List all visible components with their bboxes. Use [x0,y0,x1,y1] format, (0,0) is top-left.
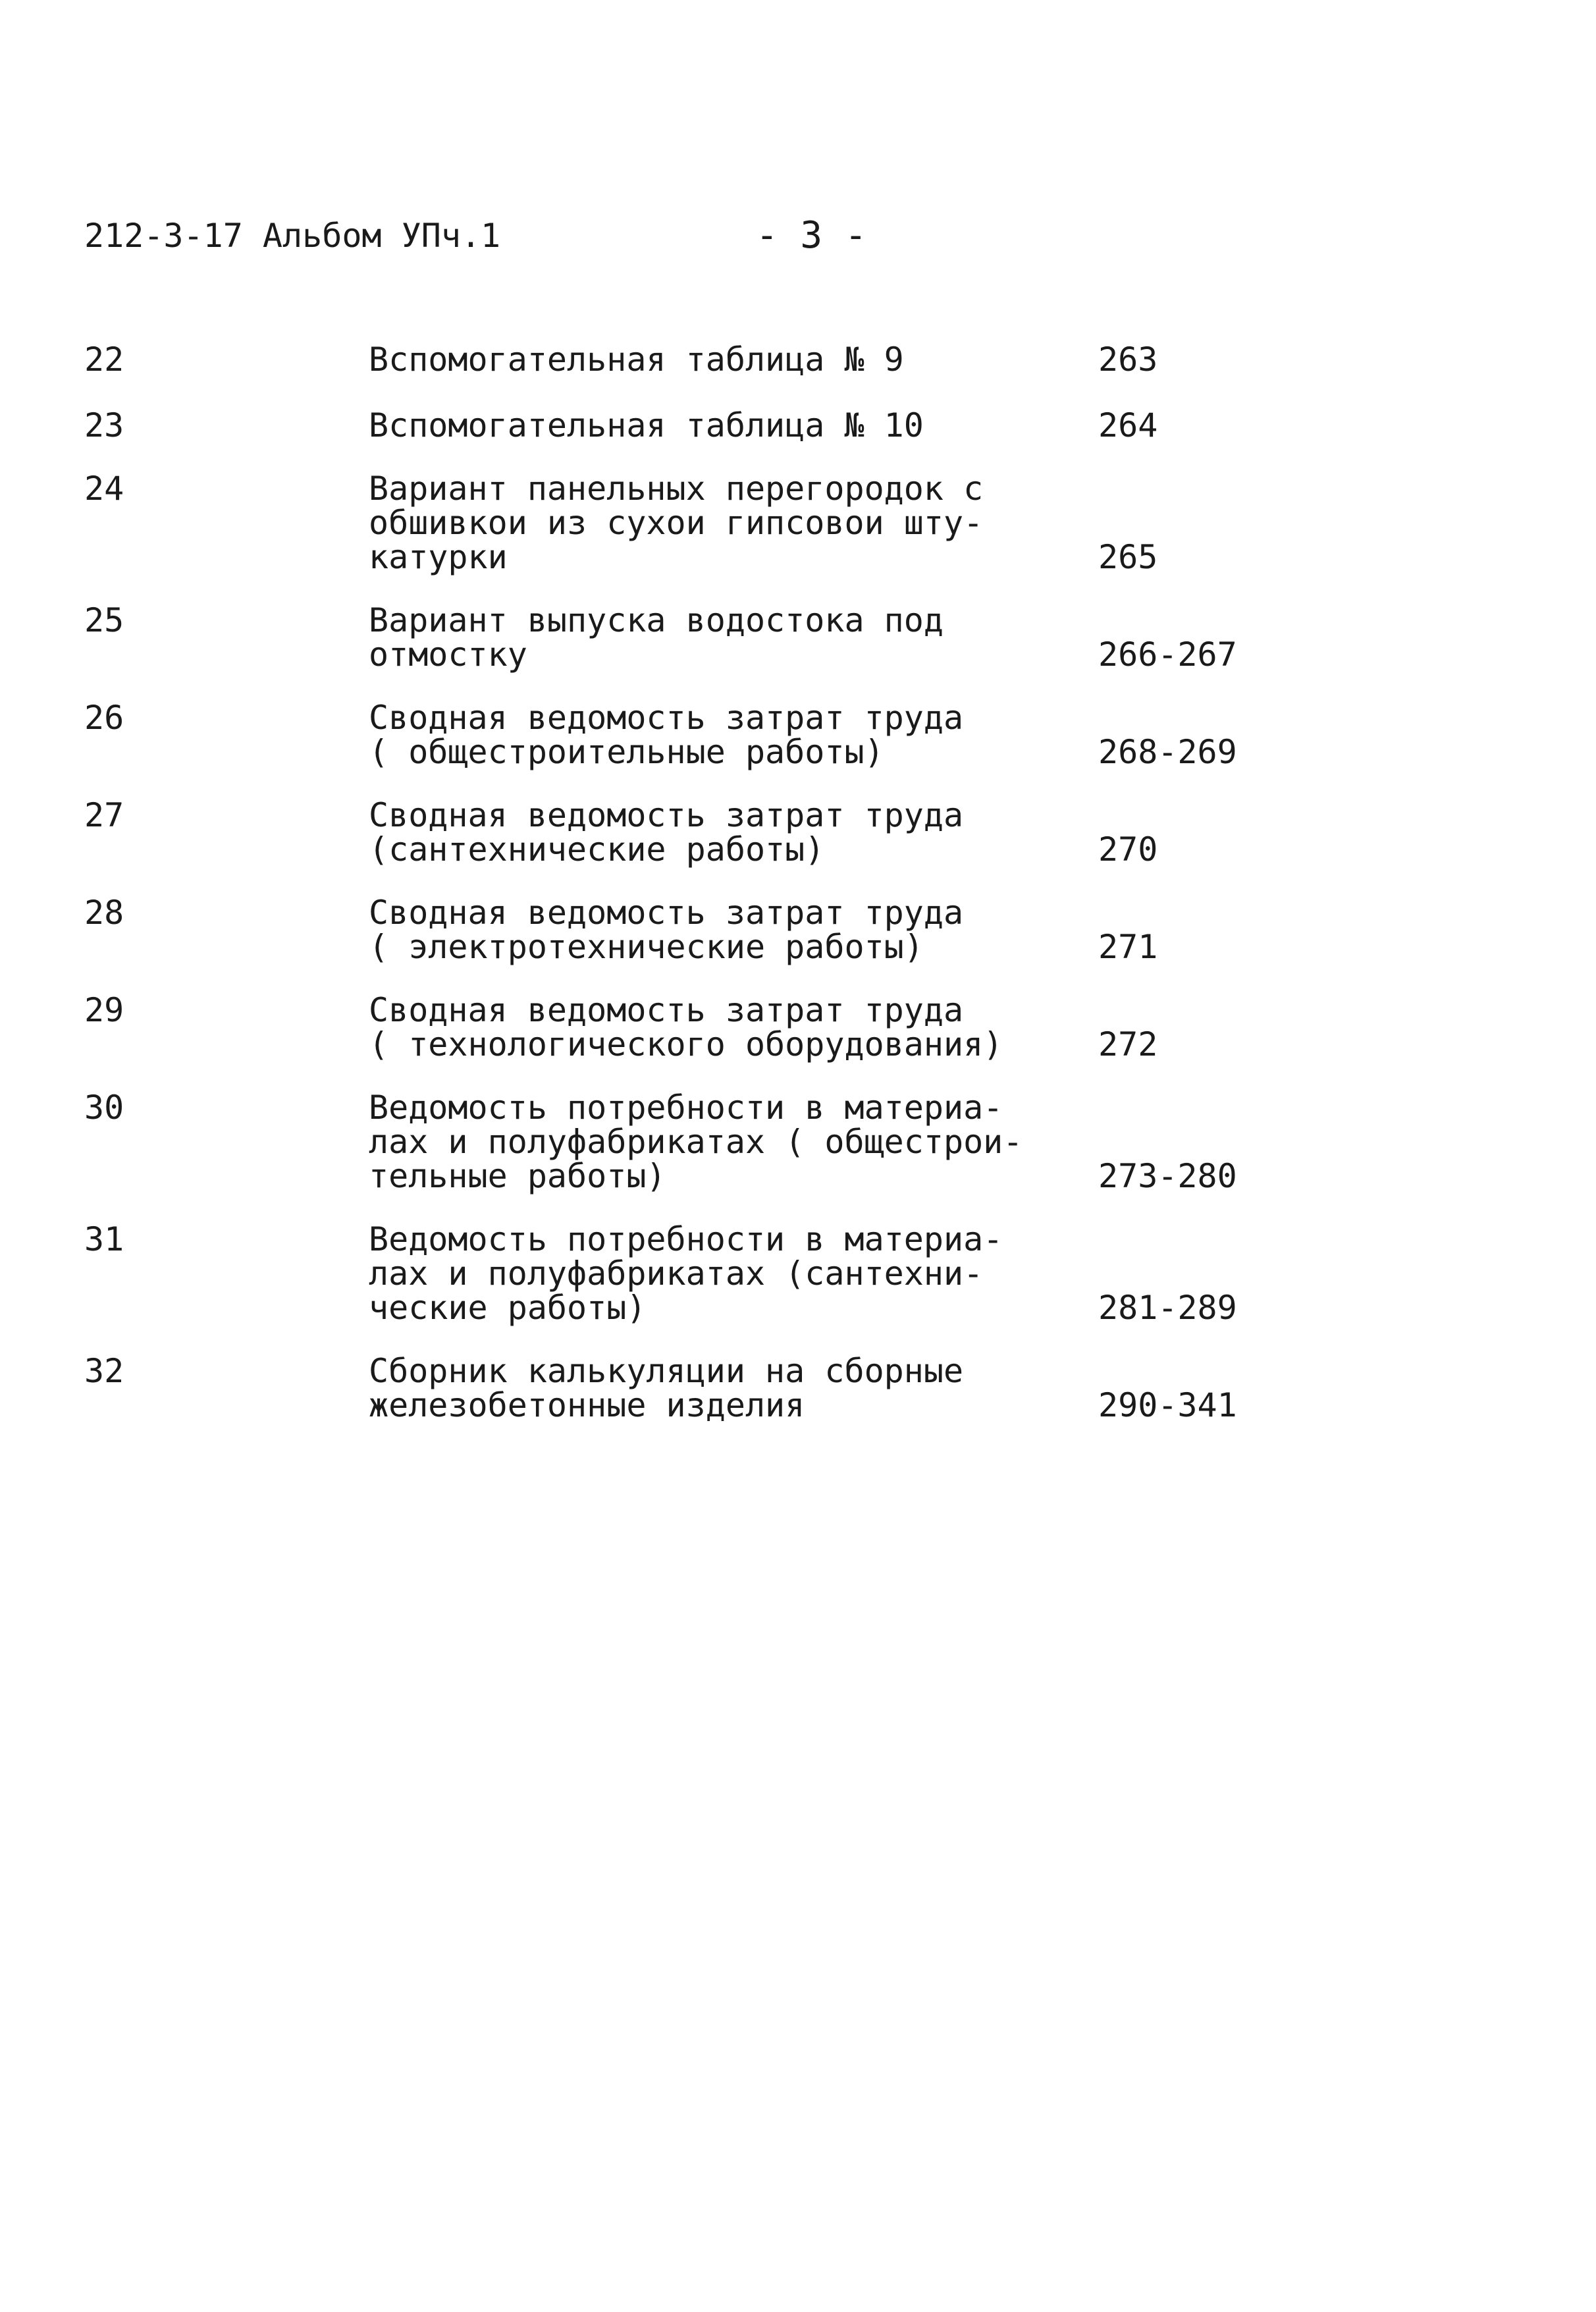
page-header [84,209,940,262]
toc-entry-title-line: Вспомогательная таблица № 10 [369,406,924,444]
toc-entry-pages: 272 [1098,1025,1158,1063]
toc-entry-title-line: лах и полуфабрикатах ( общестрои- [369,1123,1023,1161]
toc-entry-title-line: ческие работы) [369,1289,647,1327]
toc-entry-title-line: Сводная ведомость затрат труда [369,796,964,834]
toc-entry-number: 31 [84,1220,124,1258]
toc-entry-pages: 263 [1098,340,1158,379]
toc-entry-number: 27 [84,796,124,834]
toc-entry-pages: 273-280 [1098,1157,1237,1195]
toc-entry-title-line: Вариант панельных перегородок с [369,470,984,508]
toc-entry-title-line: Ведомость потребности в материа- [369,1220,1003,1258]
toc-entry-title-line: Сводная ведомость затрат труда [369,991,964,1029]
toc-entry-title [369,471,1067,574]
toc-entry-pages: 290-341 [1098,1386,1237,1424]
toc-entry-title [369,342,1067,377]
toc-entry-number: 26 [84,699,124,737]
toc-entry-number: 22 [84,340,124,379]
toc-entry [84,408,1467,443]
toc-entry-title [369,408,1067,443]
toc-entry-title-line: Вариант выпуска водостока под [369,601,944,639]
toc-entry-number: 29 [84,991,124,1029]
toc-entry-number: 28 [84,894,124,932]
toc-entry-pages: 264 [1098,406,1158,444]
toc-entry-title-line: Ведомость потребности в материа- [369,1089,1003,1127]
toc-entry-title [369,603,1067,672]
toc-entry-title-line: катурки [369,538,508,576]
toc-entry-number: 30 [84,1089,124,1127]
toc-entry-number: 24 [84,470,124,508]
toc-entry-title-line: (сантехнические работы) [369,830,825,869]
toc-entry [84,798,1467,867]
toc-entry-title [369,798,1067,867]
toc-entry-title-line: тельные работы) [369,1157,666,1195]
toc-entry [84,1090,1467,1193]
toc-entry-title-line: Вспомогательная таблица № 9 [369,340,904,379]
toc-entry-title-line: обшивкои из сухои гипсовои шту- [369,504,984,542]
toc-entry-number: 32 [84,1352,124,1390]
toc-entry-title-line: отмостку [369,635,527,674]
toc-entry-pages: 266-267 [1098,635,1237,674]
toc-entry [84,1222,1467,1325]
table-of-contents [84,342,1467,1422]
toc-entry-title-line: железобетонные изделия [369,1386,805,1424]
toc-entry-title-line: ( общестроительные работы) [369,733,884,771]
toc-entry-number: 25 [84,601,124,639]
toc-entry-pages: 265 [1098,538,1158,576]
toc-entry-title [369,701,1067,769]
toc-entry-title [369,1354,1067,1422]
toc-entry [84,1354,1467,1422]
toc-entry-number: 23 [84,406,124,444]
toc-entry-title-line: ( электротехнические работы) [369,928,924,966]
page-number: - 3 - [756,214,867,257]
toc-entry-title [369,1222,1067,1325]
toc-entry-pages: 268-269 [1098,733,1237,771]
toc-entry-title-line: Сводная ведомость затрат труда [369,894,964,932]
toc-entry [84,603,1467,672]
toc-entry-title-line: ( технологического оборудования) [369,1025,1003,1063]
toc-entry-pages: 270 [1098,830,1158,869]
toc-entry-title [369,896,1067,964]
toc-entry [84,701,1467,769]
toc-entry [84,993,1467,1062]
document-code: 212-3-17 Альбом УПч.1 [84,217,501,255]
toc-entry-title-line: Сводная ведомость затрат труда [369,699,964,737]
toc-entry [84,896,1467,964]
toc-entry [84,471,1467,574]
toc-entry-title [369,1090,1067,1193]
toc-entry-title [369,993,1067,1062]
toc-entry-title-line: Сборник калькуляции на сборные [369,1352,964,1390]
toc-entry-title-line: лах и полуфабрикатах (сантехни- [369,1254,984,1293]
toc-entry-pages: 281-289 [1098,1289,1237,1327]
toc-entry-pages: 271 [1098,928,1158,966]
toc-entry [84,342,1467,377]
